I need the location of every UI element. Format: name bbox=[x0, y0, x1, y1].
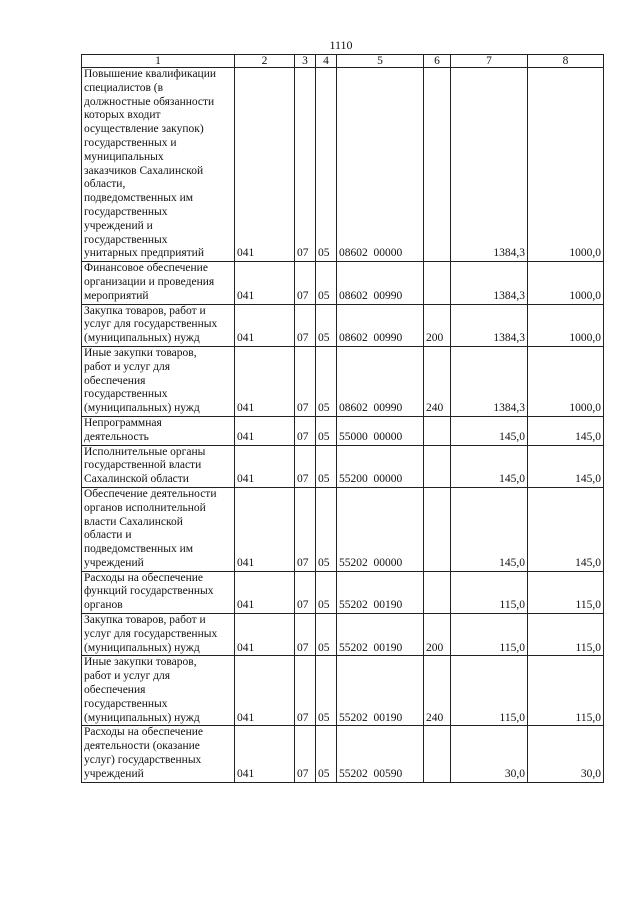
cell-admin-code: 041 bbox=[235, 614, 295, 656]
table-row bbox=[82, 614, 604, 656]
cell-amount-col8: 145,0 bbox=[528, 487, 604, 571]
page-number: 1110 bbox=[329, 38, 353, 52]
cell-item-name bbox=[82, 262, 235, 304]
cell-target-article: 55202 00590 bbox=[337, 726, 424, 782]
cell-item-name bbox=[82, 726, 235, 782]
item-name-line: мероприятий bbox=[84, 289, 149, 302]
item-name-line: Обеспечение деятельности bbox=[84, 487, 217, 500]
cell-amount-col8: 115,0 bbox=[528, 571, 604, 613]
cell-subsection: 05 bbox=[316, 614, 337, 656]
cell-admin-code: 041 bbox=[235, 487, 295, 571]
item-name-line: функций государственных bbox=[84, 585, 214, 598]
item-name-line: Закупка товаров, работ и bbox=[84, 614, 206, 627]
item-name-line: учреждений bbox=[84, 767, 144, 780]
item-name-line: Расходы на обеспечение bbox=[84, 571, 203, 584]
cell-expense-type: 240 bbox=[424, 656, 451, 726]
header-col-3: 3 bbox=[295, 55, 316, 68]
item-name-line: деятельность bbox=[84, 430, 149, 443]
item-name-line: которых входит bbox=[84, 109, 161, 122]
table-row bbox=[82, 304, 604, 346]
cell-amount-col7: 145,0 bbox=[451, 445, 528, 487]
cell-target-article: 55202 00190 bbox=[337, 571, 424, 613]
item-name-line: (муниципальных) нужд bbox=[84, 402, 200, 415]
cell-target-article: 55202 00000 bbox=[337, 487, 424, 571]
cell-target-article: 08602 00990 bbox=[337, 346, 424, 416]
cell-amount-col8: 1000,0 bbox=[528, 262, 604, 304]
cell-item-name bbox=[82, 571, 235, 613]
cell-admin-code: 041 bbox=[235, 571, 295, 613]
cell-amount-col7: 115,0 bbox=[451, 614, 528, 656]
item-name-line: услуг) государственных bbox=[84, 754, 202, 767]
cell-amount-col8: 115,0 bbox=[528, 614, 604, 656]
cell-section: 07 bbox=[295, 571, 316, 613]
item-name-line: работ и услуг для bbox=[84, 360, 171, 373]
cell-expense-type bbox=[424, 445, 451, 487]
item-name-line: (муниципальных) нужд bbox=[84, 641, 200, 654]
item-name-line: обеспечения bbox=[84, 374, 146, 387]
item-name-line: услуг для государственных bbox=[84, 318, 218, 331]
item-name-line: органов исполнительной bbox=[84, 501, 206, 514]
table-row bbox=[82, 445, 604, 487]
cell-item-name bbox=[82, 614, 235, 656]
cell-section: 07 bbox=[295, 726, 316, 782]
cell-admin-code: 041 bbox=[235, 656, 295, 726]
item-name-line: (муниципальных) нужд bbox=[84, 332, 200, 345]
item-name-line: органов bbox=[84, 599, 123, 612]
cell-admin-code: 041 bbox=[235, 346, 295, 416]
table-row bbox=[82, 416, 604, 445]
item-name-line: Непрограммная bbox=[84, 416, 162, 429]
item-name-line: работ и услуг для bbox=[84, 670, 171, 683]
cell-section: 07 bbox=[295, 445, 316, 487]
item-name-line: Повышение квалификации bbox=[84, 68, 217, 80]
header-col-6: 6 bbox=[424, 55, 451, 68]
cell-target-article: 08602 00990 bbox=[337, 304, 424, 346]
item-name-line: подведомственных им bbox=[84, 543, 194, 556]
cell-item-name bbox=[82, 416, 235, 445]
item-name-line: государственных bbox=[84, 233, 168, 246]
cell-expense-type: 200 bbox=[424, 614, 451, 656]
cell-admin-code: 041 bbox=[235, 304, 295, 346]
cell-target-article: 08602 00990 bbox=[337, 262, 424, 304]
item-name-line: государственных bbox=[84, 205, 168, 218]
item-name-line: подведомственных им bbox=[84, 192, 194, 205]
item-name-line: деятельности (оказание bbox=[84, 740, 200, 753]
item-name-line: учреждений и bbox=[84, 219, 153, 232]
item-name-line: власти Сахалинской bbox=[84, 515, 183, 528]
item-name-line: учреждений bbox=[84, 556, 144, 569]
cell-amount-col8: 30,0 bbox=[528, 726, 604, 782]
cell-amount-col8: 1000,0 bbox=[528, 304, 604, 346]
item-name-line: Закупка товаров, работ и bbox=[84, 304, 206, 317]
header-col-1: 1 bbox=[82, 55, 235, 68]
cell-subsection: 05 bbox=[316, 262, 337, 304]
cell-subsection: 05 bbox=[316, 445, 337, 487]
item-name-line: государственной власти bbox=[84, 459, 202, 472]
cell-item-name bbox=[82, 346, 235, 416]
cell-admin-code: 041 bbox=[235, 68, 295, 262]
cell-expense-type bbox=[424, 68, 451, 262]
cell-expense-type bbox=[424, 571, 451, 613]
item-name-line: области, bbox=[84, 178, 126, 191]
cell-subsection: 05 bbox=[316, 416, 337, 445]
item-name-line: осуществление закупок) bbox=[84, 123, 204, 136]
item-name-line: области и bbox=[84, 529, 132, 542]
cell-target-article: 55202 00190 bbox=[337, 614, 424, 656]
cell-expense-type: 240 bbox=[424, 346, 451, 416]
cell-section: 07 bbox=[295, 346, 316, 416]
cell-subsection: 05 bbox=[316, 726, 337, 782]
cell-amount-col7: 145,0 bbox=[451, 487, 528, 571]
cell-amount-col7: 1384,3 bbox=[451, 304, 528, 346]
cell-item-name bbox=[82, 487, 235, 571]
cell-subsection: 05 bbox=[316, 656, 337, 726]
cell-admin-code: 041 bbox=[235, 262, 295, 304]
item-name-line: должностные обязанности bbox=[84, 95, 215, 108]
cell-section: 07 bbox=[295, 416, 316, 445]
cell-amount-col8: 145,0 bbox=[528, 416, 604, 445]
table-row bbox=[82, 656, 604, 726]
cell-subsection: 05 bbox=[316, 487, 337, 571]
header-col-8: 8 bbox=[528, 55, 604, 68]
item-name-line: государственных bbox=[84, 697, 168, 710]
cell-amount-col7: 30,0 bbox=[451, 726, 528, 782]
cell-expense-type bbox=[424, 262, 451, 304]
item-name-line: организации и проведения bbox=[84, 275, 215, 288]
item-name-line: Иные закупки товаров, bbox=[84, 656, 197, 669]
cell-admin-code: 041 bbox=[235, 416, 295, 445]
item-name-line: унитарных предприятий bbox=[84, 247, 204, 260]
item-name-line: (муниципальных) нужд bbox=[84, 711, 200, 724]
cell-amount-col8: 145,0 bbox=[528, 445, 604, 487]
cell-amount-col8: 1000,0 bbox=[528, 68, 604, 262]
table-row bbox=[82, 571, 604, 613]
cell-amount-col8: 1000,0 bbox=[528, 346, 604, 416]
item-name-line: государственных bbox=[84, 388, 168, 401]
cell-subsection: 05 bbox=[316, 68, 337, 262]
cell-target-article: 08602 00000 bbox=[337, 68, 424, 262]
header-col-5: 5 bbox=[337, 55, 424, 68]
header-col-4: 4 bbox=[316, 55, 337, 68]
cell-amount-col7: 1384,3 bbox=[451, 262, 528, 304]
cell-subsection: 05 bbox=[316, 571, 337, 613]
cell-amount-col8: 115,0 bbox=[528, 656, 604, 726]
cell-expense-type bbox=[424, 416, 451, 445]
cell-admin-code: 041 bbox=[235, 726, 295, 782]
header-col-2: 2 bbox=[235, 55, 295, 68]
cell-section: 07 bbox=[295, 487, 316, 571]
cell-amount-col7: 145,0 bbox=[451, 416, 528, 445]
table-row bbox=[82, 262, 604, 304]
cell-amount-col7: 1384,3 bbox=[451, 68, 528, 262]
item-name-line: Исполнительные органы bbox=[84, 445, 206, 458]
item-name-line: специалистов (в bbox=[84, 81, 164, 94]
cell-expense-type bbox=[424, 726, 451, 782]
item-name-line: обеспечения bbox=[84, 684, 146, 697]
cell-amount-col7: 115,0 bbox=[451, 571, 528, 613]
table-row bbox=[82, 68, 604, 262]
cell-section: 07 bbox=[295, 68, 316, 262]
table-row bbox=[82, 346, 604, 416]
item-name-line: заказчиков Сахалинской bbox=[84, 164, 204, 177]
cell-target-article: 55000 00000 bbox=[337, 416, 424, 445]
item-name-line: Сахалинской области bbox=[84, 473, 189, 486]
cell-subsection: 05 bbox=[316, 304, 337, 346]
cell-item-name bbox=[82, 68, 235, 262]
cell-item-name bbox=[82, 304, 235, 346]
cell-item-name bbox=[82, 656, 235, 726]
item-name-line: муниципальных bbox=[84, 150, 164, 163]
table-row bbox=[82, 487, 604, 571]
item-name-line: Иные закупки товаров, bbox=[84, 346, 197, 359]
budget-table bbox=[81, 54, 604, 783]
item-name-line: услуг для государственных bbox=[84, 627, 218, 640]
table-row bbox=[82, 726, 604, 782]
cell-section: 07 bbox=[295, 304, 316, 346]
item-name-line: Финансовое обеспечение bbox=[84, 262, 208, 275]
cell-item-name bbox=[82, 445, 235, 487]
header-col-7: 7 bbox=[451, 55, 528, 68]
cell-admin-code: 041 bbox=[235, 445, 295, 487]
cell-section: 07 bbox=[295, 656, 316, 726]
item-name-line: Расходы на обеспечение bbox=[84, 726, 203, 739]
cell-subsection: 05 bbox=[316, 346, 337, 416]
cell-amount-col7: 115,0 bbox=[451, 656, 528, 726]
cell-target-article: 55202 00190 bbox=[337, 656, 424, 726]
cell-section: 07 bbox=[295, 262, 316, 304]
cell-expense-type bbox=[424, 487, 451, 571]
cell-expense-type: 200 bbox=[424, 304, 451, 346]
table-header-row bbox=[82, 55, 604, 68]
cell-section: 07 bbox=[295, 614, 316, 656]
cell-target-article: 55200 00000 bbox=[337, 445, 424, 487]
item-name-line: государственных и bbox=[84, 136, 177, 149]
cell-amount-col7: 1384,3 bbox=[451, 346, 528, 416]
